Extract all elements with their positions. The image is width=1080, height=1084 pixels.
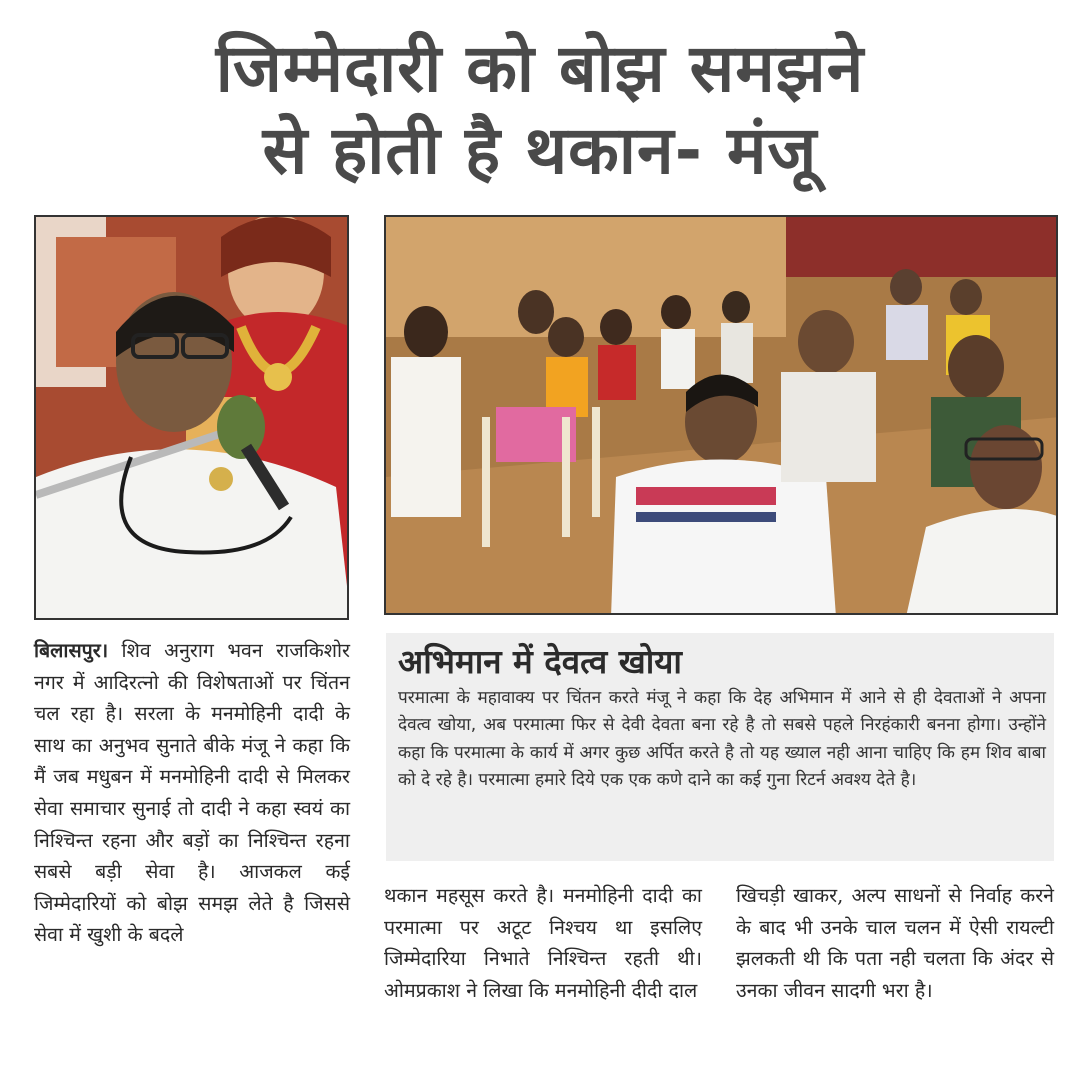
headline-line-2: से होती है थकान- मंजू — [262, 112, 818, 189]
speaker-photo — [34, 215, 349, 620]
column-3-body: खिचड़ी खाकर, अल्प साधनों से निर्वाह करने के बाद भी उनके चाल चलन में ऐसी रायल्टी झलकती थी कि पता नही चलता कि अंदर से उनका जीवन सादगी भरा है। — [736, 884, 1054, 1002]
subheading: अभिमान में देवत्व खोया — [398, 642, 682, 681]
audience-photo — [384, 215, 1058, 615]
headline — [20, 28, 1060, 192]
audience-photo-illustration — [386, 217, 1058, 615]
column-1-body: शिव अनुराग भवन राजकिशोर नगर में आदिरत्नो की विशेषताओं पर चिंतन चल रहा है। सरला के मनमोहिनी दादी के साथ का अनुभव सुनाते बीके मंजू ने कहा कि मैं जब मधुबन में मनमोहिनी दादी से मिलकर सेवा समाचार सुनाई तो दादी ने कहा स्वयं का निश्चिन्त रहना और बड़ों का निश्चिन्त रहना सबसे बड़ी सेवा है। आजकल कई जिम्मेदारियों को बोझ समझ लेते है जिससे सेवा में खुशी के बदले — [34, 639, 350, 947]
article-column-3 — [736, 880, 1054, 1006]
highlight-box — [386, 633, 1054, 861]
article-column-2 — [384, 880, 702, 1006]
article-column-1 — [34, 635, 350, 951]
dateline: बिलासपुर। — [34, 639, 109, 662]
headline-line-1: जिम्मेदारी को बोझ समझने — [215, 30, 865, 107]
column-2-body: थकान महसूस करते है। मनमोहिनी दादी का परमात्मा पर अटूट निश्चय था इसलिए जिम्मेदारिया निभाते निश्चिन्त रहती थी। ओमप्रकाश ने लिखा कि मनमोहिनी दीदी दाल — [384, 884, 702, 1002]
speaker-photo-illustration — [36, 217, 349, 620]
highlight-box-body: परमात्मा के महावाक्य पर चिंतन करते मंजू ने कहा कि देह अभिमान में आने से ही देवताओं ने अपना देवत्व खोया, अब परमात्मा फिर से देवी देवता बना रहे है तो सबसे पहले निरहंकारी बनना होगा। उन्होंने कहा कि परमात्मा के कार्य में अगर कुछ अर्पित करते है तो यह ख्याल नही आना चाहिए कि हम शिव बाबा को दे रहे है। परमात्मा हमारे दिये एक एक कणे दाने का कई गुना रिटर्न अवश्य देते है। — [398, 688, 1046, 791]
